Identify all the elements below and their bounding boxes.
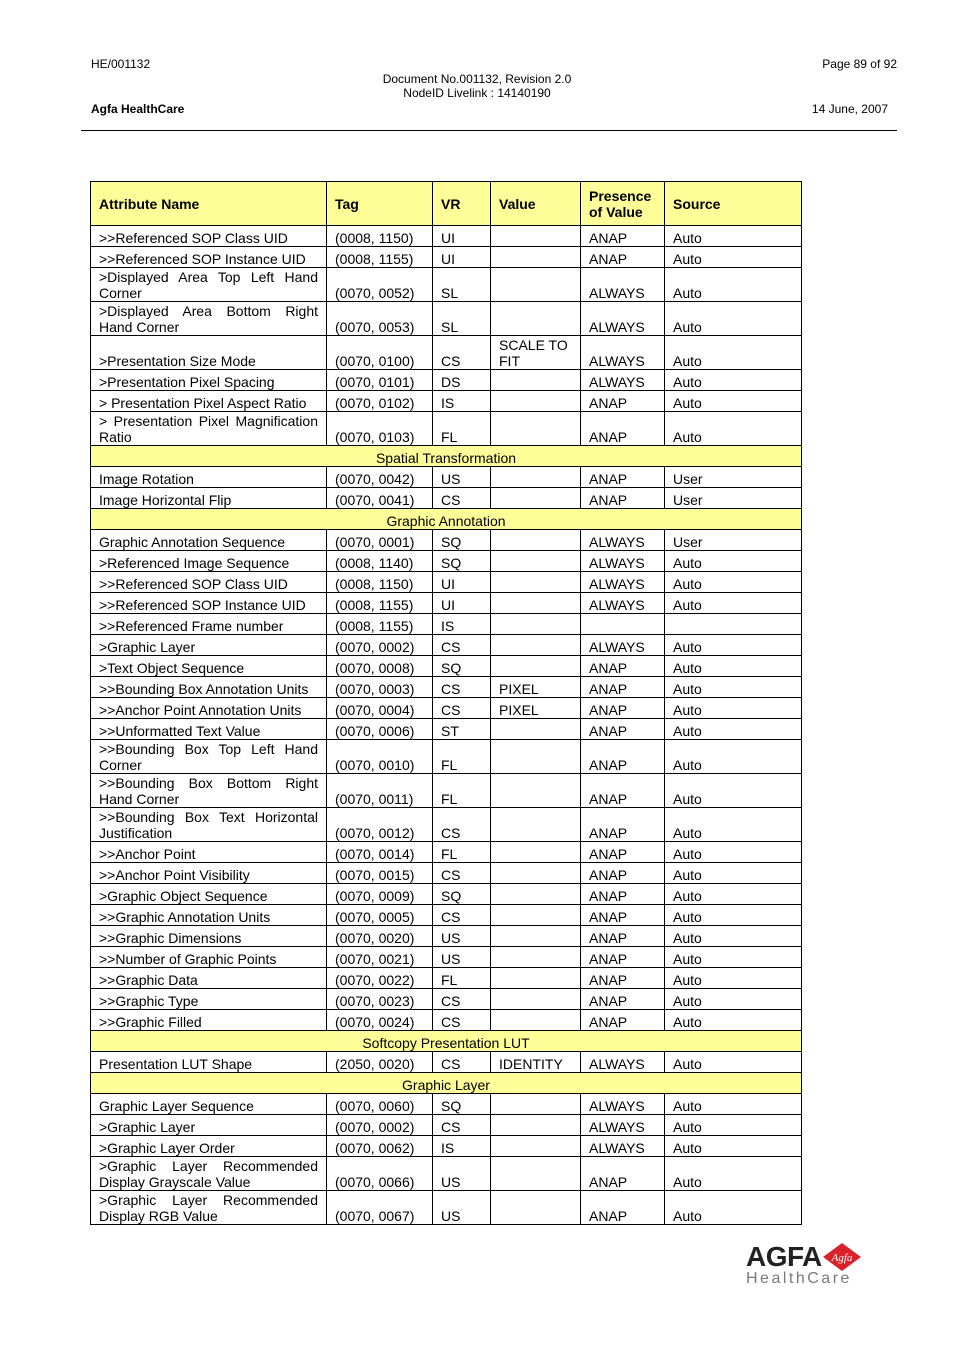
cell-vr: IS [433, 391, 491, 412]
table-row [91, 926, 802, 947]
cell-presence: ALWAYS [581, 593, 665, 614]
cell-source: Auto [665, 391, 802, 412]
cell-presence: ANAP [581, 774, 665, 808]
table-body [91, 226, 802, 1225]
cell-vr: SQ [433, 530, 491, 551]
attribute-table [90, 181, 802, 1225]
cell-value [491, 1094, 581, 1115]
cell-attribute-name: >>Referenced SOP Instance UID [91, 593, 327, 614]
section-title: Graphic Annotation [91, 509, 802, 530]
cell-value [491, 1136, 581, 1157]
cell-value [491, 302, 581, 336]
cell-tag: (0070, 0001) [327, 530, 433, 551]
table-row [91, 884, 802, 905]
cell-vr: CS [433, 336, 491, 370]
cell-presence: ANAP [581, 926, 665, 947]
cell-source: Auto [665, 226, 802, 247]
cell-source: Auto [665, 719, 802, 740]
cell-source: Auto [665, 1136, 802, 1157]
table-row [91, 989, 802, 1010]
cell-tag: (0070, 0053) [327, 302, 433, 336]
cell-source: Auto [665, 1094, 802, 1115]
table-row [91, 656, 802, 677]
cell-presence: ALWAYS [581, 1115, 665, 1136]
cell-vr: IS [433, 614, 491, 635]
cell-vr: CS [433, 698, 491, 719]
cell-tag: (0070, 0062) [327, 1136, 433, 1157]
cell-tag: (0008, 1140) [327, 551, 433, 572]
cell-attribute-name: >>Referenced SOP Class UID [91, 572, 327, 593]
cell-attribute-name: >Displayed Area Bottom Right Hand Corner [91, 302, 327, 336]
table-row [91, 1157, 802, 1191]
cell-vr: SL [433, 268, 491, 302]
cell-vr: US [433, 926, 491, 947]
cell-presence: ALWAYS [581, 302, 665, 336]
cell-tag: (0070, 0066) [327, 1157, 433, 1191]
table-row [91, 614, 802, 635]
agfa-healthcare-logo [746, 1242, 862, 1288]
cell-value [491, 226, 581, 247]
cell-tag: (0070, 0002) [327, 635, 433, 656]
cell-source: Auto [665, 1052, 802, 1073]
cell-attribute-name: >Referenced Image Sequence [91, 551, 327, 572]
document-date: 14 June, 2007 [811, 102, 888, 116]
cell-presence: ALWAYS [581, 1052, 665, 1073]
cell-tag: (0070, 0023) [327, 989, 433, 1010]
cell-attribute-name: >Text Object Sequence [91, 656, 327, 677]
cell-presence: ANAP [581, 989, 665, 1010]
cell-attribute-name: >>Bounding Box Text Horizontal Justification [91, 808, 327, 842]
cell-tag: (0070, 0003) [327, 677, 433, 698]
table-row [91, 336, 802, 370]
cell-attribute-name: >>Referenced SOP Class UID [91, 226, 327, 247]
cell-tag: (0070, 0052) [327, 268, 433, 302]
table-row [91, 268, 802, 302]
cell-value [491, 774, 581, 808]
cell-vr: UI [433, 593, 491, 614]
cell-tag: (0070, 0006) [327, 719, 433, 740]
cell-attribute-name: >>Anchor Point Annotation Units [91, 698, 327, 719]
logo-emblem-text: Agfa [831, 1252, 853, 1264]
cell-tag: (0070, 0100) [327, 336, 433, 370]
cell-presence: ANAP [581, 247, 665, 268]
cell-presence: ALWAYS [581, 572, 665, 593]
cell-vr: CS [433, 488, 491, 509]
cell-vr: IS [433, 1136, 491, 1157]
cell-value [491, 412, 581, 446]
cell-tag: (0070, 0010) [327, 740, 433, 774]
cell-presence: ANAP [581, 740, 665, 774]
cell-value: IDENTITY [491, 1052, 581, 1073]
cell-attribute-name: >>Referenced Frame number [91, 614, 327, 635]
cell-presence: ALWAYS [581, 551, 665, 572]
cell-attribute-name: >Presentation Size Mode [91, 336, 327, 370]
cell-source: Auto [665, 905, 802, 926]
table-header-row [91, 182, 802, 226]
document-info [0, 72, 954, 100]
cell-presence: ANAP [581, 391, 665, 412]
cell-tag: (0070, 0067) [327, 1191, 433, 1225]
cell-value [491, 488, 581, 509]
cell-vr: FL [433, 842, 491, 863]
cell-tag: (0008, 1155) [327, 593, 433, 614]
column-header-attribute-name: Attribute Name [91, 182, 327, 226]
cell-presence: ANAP [581, 1157, 665, 1191]
cell-presence [581, 614, 665, 635]
cell-value [491, 884, 581, 905]
cell-value [491, 740, 581, 774]
cell-source: User [665, 488, 802, 509]
table-section-row [91, 446, 802, 467]
table-row [91, 488, 802, 509]
cell-presence: ANAP [581, 719, 665, 740]
cell-presence: ALWAYS [581, 1136, 665, 1157]
cell-tag: (0008, 1155) [327, 247, 433, 268]
cell-vr: FL [433, 740, 491, 774]
cell-value [491, 370, 581, 391]
page-number: Page 89 of 92 [822, 57, 897, 71]
cell-source: Auto [665, 884, 802, 905]
table-row [91, 863, 802, 884]
table-row [91, 1010, 802, 1031]
cell-attribute-name: >>Graphic Type [91, 989, 327, 1010]
cell-source: Auto [665, 863, 802, 884]
cell-tag: (0008, 1150) [327, 572, 433, 593]
cell-tag: (0070, 0002) [327, 1115, 433, 1136]
cell-presence: ANAP [581, 863, 665, 884]
cell-source: Auto [665, 1115, 802, 1136]
cell-value [491, 926, 581, 947]
cell-vr: CS [433, 1010, 491, 1031]
cell-presence: ANAP [581, 808, 665, 842]
cell-presence: ANAP [581, 842, 665, 863]
cell-attribute-name: >>Number of Graphic Points [91, 947, 327, 968]
cell-source: Auto [665, 1010, 802, 1031]
table-row [91, 677, 802, 698]
cell-attribute-name: >Graphic Object Sequence [91, 884, 327, 905]
cell-source [665, 614, 802, 635]
cell-presence: ALWAYS [581, 268, 665, 302]
cell-presence: ANAP [581, 947, 665, 968]
cell-value [491, 968, 581, 989]
section-title: Graphic Layer [91, 1073, 802, 1094]
cell-vr: CS [433, 989, 491, 1010]
cell-tag: (0008, 1155) [327, 614, 433, 635]
cell-tag: (0070, 0020) [327, 926, 433, 947]
cell-value [491, 808, 581, 842]
cell-tag: (0070, 0041) [327, 488, 433, 509]
company-name: Agfa HealthCare [91, 102, 185, 116]
cell-presence: ALWAYS [581, 1094, 665, 1115]
cell-attribute-name: Graphic Annotation Sequence [91, 530, 327, 551]
column-header-presence: Presence of Value [581, 182, 665, 226]
cell-value [491, 551, 581, 572]
header-divider [81, 130, 897, 131]
cell-value: PIXEL [491, 698, 581, 719]
cell-presence: ANAP [581, 488, 665, 509]
cell-value [491, 656, 581, 677]
cell-value [491, 1115, 581, 1136]
cell-attribute-name: Image Horizontal Flip [91, 488, 327, 509]
table-section-row [91, 1031, 802, 1052]
table-row [91, 1052, 802, 1073]
table-row [91, 370, 802, 391]
cell-source: Auto [665, 247, 802, 268]
cell-attribute-name: >Graphic Layer Recommended Display Grayscale Value [91, 1157, 327, 1191]
table-row [91, 247, 802, 268]
cell-presence: ANAP [581, 412, 665, 446]
cell-presence: ANAP [581, 968, 665, 989]
document-code: HE/001132 [91, 57, 151, 71]
cell-attribute-name: >>Bounding Box Annotation Units [91, 677, 327, 698]
cell-tag: (0070, 0004) [327, 698, 433, 719]
table-section-row [91, 509, 802, 530]
logo-subtitle: HealthCare [746, 1270, 852, 1287]
table-row [91, 551, 802, 572]
cell-tag: (0070, 0024) [327, 1010, 433, 1031]
cell-attribute-name: >Graphic Layer [91, 1115, 327, 1136]
table-row [91, 719, 802, 740]
cell-vr: SQ [433, 551, 491, 572]
cell-presence: ANAP [581, 656, 665, 677]
table-row [91, 593, 802, 614]
cell-vr: CS [433, 808, 491, 842]
cell-tag: (2050, 0020) [327, 1052, 433, 1073]
cell-source: Auto [665, 1157, 802, 1191]
cell-attribute-name: >>Unformatted Text Value [91, 719, 327, 740]
cell-tag: (0070, 0022) [327, 968, 433, 989]
cell-value [491, 1191, 581, 1225]
cell-value [491, 842, 581, 863]
cell-attribute-name: >Graphic Layer [91, 635, 327, 656]
cell-attribute-name: >>Anchor Point [91, 842, 327, 863]
cell-vr: US [433, 1157, 491, 1191]
cell-attribute-name: >>Graphic Filled [91, 1010, 327, 1031]
cell-source: Auto [665, 1191, 802, 1225]
document-number: Document No.001132, Revision 2.0 [382, 72, 572, 86]
cell-source: Auto [665, 740, 802, 774]
cell-tag: (0070, 0009) [327, 884, 433, 905]
cell-attribute-name: >>Graphic Annotation Units [91, 905, 327, 926]
cell-attribute-name: Image Rotation [91, 467, 327, 488]
cell-presence: ANAP [581, 884, 665, 905]
cell-source: Auto [665, 593, 802, 614]
cell-tag: (0070, 0103) [327, 412, 433, 446]
cell-vr: ST [433, 719, 491, 740]
cell-source: Auto [665, 572, 802, 593]
cell-attribute-name: >Presentation Pixel Spacing [91, 370, 327, 391]
cell-source: Auto [665, 677, 802, 698]
cell-tag: (0070, 0008) [327, 656, 433, 677]
cell-value [491, 593, 581, 614]
cell-attribute-name: > Presentation Pixel Aspect Ratio [91, 391, 327, 412]
cell-source: Auto [665, 336, 802, 370]
table-row [91, 572, 802, 593]
table-row [91, 302, 802, 336]
cell-vr: UI [433, 247, 491, 268]
table-row [91, 1115, 802, 1136]
cell-presence: ALWAYS [581, 635, 665, 656]
table-row [91, 905, 802, 926]
cell-vr: CS [433, 905, 491, 926]
cell-source: User [665, 467, 802, 488]
cell-vr: FL [433, 412, 491, 446]
cell-vr: DS [433, 370, 491, 391]
cell-value [491, 268, 581, 302]
cell-attribute-name: Graphic Layer Sequence [91, 1094, 327, 1115]
column-header-vr: VR [433, 182, 491, 226]
table-row [91, 698, 802, 719]
cell-vr: CS [433, 677, 491, 698]
cell-vr: FL [433, 968, 491, 989]
cell-tag: (0008, 1150) [327, 226, 433, 247]
cell-attribute-name: >Graphic Layer Recommended Display RGB Value [91, 1191, 327, 1225]
cell-tag: (0070, 0021) [327, 947, 433, 968]
cell-source: Auto [665, 268, 802, 302]
cell-presence: ANAP [581, 226, 665, 247]
cell-presence: ALWAYS [581, 336, 665, 370]
cell-attribute-name: >>Graphic Dimensions [91, 926, 327, 947]
cell-tag: (0070, 0014) [327, 842, 433, 863]
table-row [91, 774, 802, 808]
table-row [91, 968, 802, 989]
cell-vr: UI [433, 226, 491, 247]
cell-vr: SQ [433, 884, 491, 905]
cell-value [491, 530, 581, 551]
cell-source: User [665, 530, 802, 551]
table-row [91, 467, 802, 488]
cell-value [491, 614, 581, 635]
logo-wordmark: AGFA [746, 1241, 822, 1272]
cell-tag: (0070, 0102) [327, 391, 433, 412]
cell-attribute-name: Presentation LUT Shape [91, 1052, 327, 1073]
cell-source: Auto [665, 656, 802, 677]
cell-value [491, 1157, 581, 1191]
node-id: NodeID Livelink : 14140190 [403, 86, 551, 100]
cell-value [491, 863, 581, 884]
cell-presence: ANAP [581, 905, 665, 926]
cell-vr: FL [433, 774, 491, 808]
table-row [91, 635, 802, 656]
cell-vr: SL [433, 302, 491, 336]
cell-value: SCALE TO FIT [491, 336, 581, 370]
cell-presence: ANAP [581, 698, 665, 719]
cell-presence: ANAP [581, 467, 665, 488]
table-row [91, 530, 802, 551]
cell-value: PIXEL [491, 677, 581, 698]
cell-source: Auto [665, 698, 802, 719]
cell-vr: US [433, 467, 491, 488]
cell-value [491, 635, 581, 656]
cell-attribute-name: >>Bounding Box Top Left Hand Corner [91, 740, 327, 774]
cell-vr: UI [433, 572, 491, 593]
cell-source: Auto [665, 774, 802, 808]
cell-tag: (0070, 0011) [327, 774, 433, 808]
agfa-rhombus-icon [822, 1242, 862, 1272]
cell-vr: US [433, 1191, 491, 1225]
column-header-tag: Tag [327, 182, 433, 226]
cell-attribute-name: > Presentation Pixel Magnification Ratio [91, 412, 327, 446]
cell-vr: CS [433, 863, 491, 884]
cell-source: Auto [665, 968, 802, 989]
cell-tag: (0070, 0005) [327, 905, 433, 926]
table-row [91, 412, 802, 446]
table-section-row [91, 1073, 802, 1094]
cell-presence: ANAP [581, 1010, 665, 1031]
cell-source: Auto [665, 808, 802, 842]
cell-value [491, 989, 581, 1010]
table-row [91, 1136, 802, 1157]
cell-source: Auto [665, 551, 802, 572]
cell-value [491, 719, 581, 740]
cell-source: Auto [665, 370, 802, 391]
column-header-value: Value [491, 182, 581, 226]
cell-presence: ANAP [581, 677, 665, 698]
cell-value [491, 905, 581, 926]
table-row [91, 947, 802, 968]
cell-tag: (0070, 0060) [327, 1094, 433, 1115]
column-header-source: Source [665, 182, 802, 226]
cell-attribute-name: >Graphic Layer Order [91, 1136, 327, 1157]
cell-vr: CS [433, 1052, 491, 1073]
cell-vr: US [433, 947, 491, 968]
cell-value [491, 247, 581, 268]
cell-source: Auto [665, 412, 802, 446]
cell-source: Auto [665, 926, 802, 947]
cell-value [491, 391, 581, 412]
cell-value [491, 947, 581, 968]
cell-presence: ALWAYS [581, 530, 665, 551]
section-title: Spatial Transformation [91, 446, 802, 467]
cell-attribute-name: >>Graphic Data [91, 968, 327, 989]
table-row [91, 391, 802, 412]
cell-source: Auto [665, 635, 802, 656]
cell-value [491, 467, 581, 488]
cell-tag: (0070, 0042) [327, 467, 433, 488]
table-row [91, 1191, 802, 1225]
cell-vr: CS [433, 635, 491, 656]
cell-attribute-name: >>Referenced SOP Instance UID [91, 247, 327, 268]
cell-source: Auto [665, 989, 802, 1010]
table-row [91, 808, 802, 842]
cell-tag: (0070, 0015) [327, 863, 433, 884]
section-title: Softcopy Presentation LUT [91, 1031, 802, 1052]
cell-presence: ANAP [581, 1191, 665, 1225]
cell-vr: SQ [433, 656, 491, 677]
cell-value [491, 572, 581, 593]
cell-source: Auto [665, 842, 802, 863]
cell-tag: (0070, 0012) [327, 808, 433, 842]
table-row [91, 226, 802, 247]
cell-source: Auto [665, 302, 802, 336]
cell-value [491, 1010, 581, 1031]
cell-source: Auto [665, 947, 802, 968]
table-row [91, 740, 802, 774]
cell-attribute-name: >>Bounding Box Bottom Right Hand Corner [91, 774, 327, 808]
cell-attribute-name: >Displayed Area Top Left Hand Corner [91, 268, 327, 302]
cell-vr: SQ [433, 1094, 491, 1115]
cell-presence: ALWAYS [581, 370, 665, 391]
cell-attribute-name: >>Anchor Point Visibility [91, 863, 327, 884]
cell-tag: (0070, 0101) [327, 370, 433, 391]
cell-vr: CS [433, 1115, 491, 1136]
table-row [91, 842, 802, 863]
table-row [91, 1094, 802, 1115]
